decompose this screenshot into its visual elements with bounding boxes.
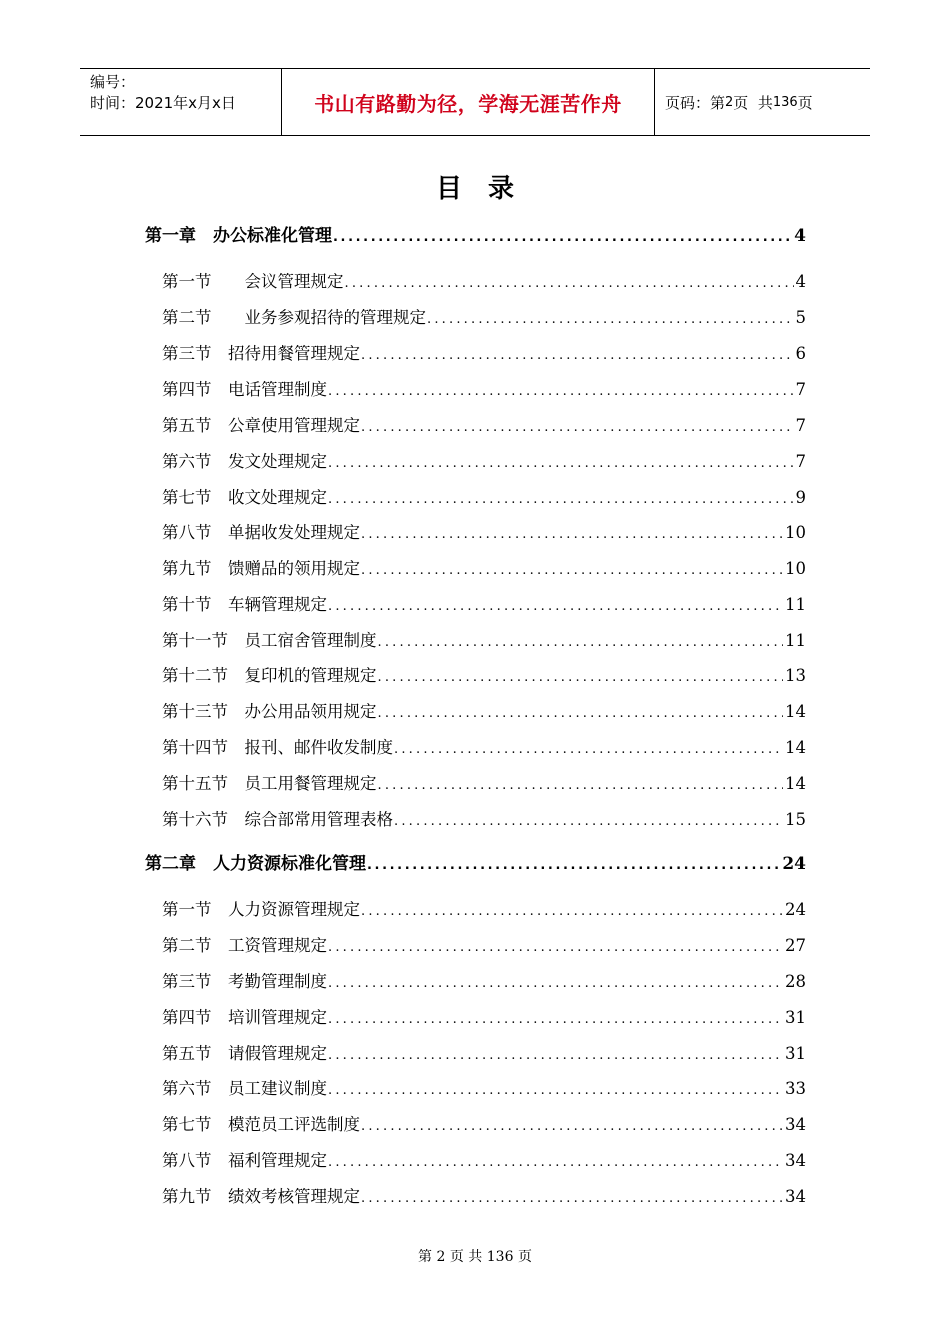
toc-entry-page: 7 (795, 416, 806, 435)
toc-entry-page: 10 (785, 559, 806, 578)
toc-section-entry[interactable] (162, 700, 806, 724)
footer-current: 2 (436, 1249, 446, 1265)
toc-entry-label: 第九节 馈赠品的领用规定 (162, 559, 360, 578)
toc-dot-leader (377, 631, 784, 655)
toc-section-entry[interactable] (162, 306, 806, 330)
toc-dot-leader (360, 900, 783, 924)
toc-entry-page: 24 (782, 854, 806, 874)
toc-entry-page: 27 (785, 936, 806, 955)
toc-entry-label: 第四节 培训管理规定 (162, 1008, 327, 1027)
toc-dot-leader (366, 854, 780, 878)
toc-entry-page: 7 (795, 380, 806, 399)
toc-entry-label: 第十节 车辆管理规定 (162, 595, 327, 614)
toc-entry-page: 7 (795, 452, 806, 471)
code-label: 编号： (90, 73, 136, 91)
toc-entry-label: 第八节 单据收发处理规定 (162, 523, 360, 542)
toc-entry-page: 31 (785, 1044, 806, 1063)
toc-dot-leader (393, 810, 783, 834)
toc-entry-label: 第十二节 复印机的管理规定 (162, 666, 377, 685)
toc-section-entry[interactable] (162, 486, 806, 510)
toc-entry-label: 第十四节 报刊、邮件收发制度 (162, 738, 393, 757)
toc-dot-leader (327, 1044, 783, 1068)
toc-entry-page: 31 (785, 1008, 806, 1027)
toc-section-entry[interactable] (162, 557, 806, 581)
toc-entry-label: 第二章 人力资源标准化管理 (145, 854, 366, 874)
toc-entry-label: 第一节 人力资源管理规定 (162, 900, 360, 919)
header-meta-cell (80, 69, 282, 135)
toc-dot-leader (377, 666, 784, 690)
toc-entry-page: 24 (785, 900, 806, 919)
toc-entry-page: 6 (795, 344, 806, 363)
toc-section-entry[interactable] (162, 1149, 806, 1173)
toc-section-entry[interactable] (162, 1042, 806, 1066)
toc-dot-leader (377, 774, 784, 798)
toc-entry-page: 11 (785, 631, 806, 650)
toc-section-entry[interactable] (162, 1077, 806, 1101)
toc-dot-leader (377, 702, 784, 726)
toc-section-entry[interactable] (162, 1113, 806, 1137)
toc-dot-leader (360, 523, 783, 547)
toc-section-entry[interactable] (162, 593, 806, 617)
page-footer (0, 1246, 950, 1266)
toc-entry-page: 14 (785, 738, 806, 757)
toc-dot-leader (327, 1079, 783, 1103)
toc-entry-page: 34 (785, 1115, 806, 1134)
toc-entry-label: 第三节 考勤管理制度 (162, 972, 327, 991)
toc-dot-leader (332, 226, 792, 250)
toc-entry-page: 13 (785, 666, 806, 685)
toc-entry-label: 第一章 办公标准化管理 (145, 226, 332, 246)
page-info-current: 2 (725, 94, 734, 110)
toc-dot-leader (327, 380, 794, 404)
toc-section-entry[interactable] (162, 1185, 806, 1209)
toc-entry-page: 5 (795, 308, 806, 327)
toc-dot-leader (327, 1008, 783, 1032)
document-header (80, 68, 870, 136)
footer-total: 136 (486, 1249, 514, 1265)
toc-entry-label: 第四节 电话管理制度 (162, 380, 327, 399)
toc-entry-page: 9 (795, 488, 806, 507)
toc-section-entry[interactable] (162, 629, 806, 653)
toc-section-entry[interactable] (162, 970, 806, 994)
toc-entry-page: 34 (785, 1187, 806, 1206)
toc-section-entry[interactable] (162, 664, 806, 688)
toc-section-entry[interactable] (162, 1006, 806, 1030)
toc-dot-leader (327, 488, 794, 512)
toc-entry-page: 4 (794, 226, 806, 246)
page-info-total: 136 (772, 94, 798, 110)
toc-section-entry[interactable] (162, 342, 806, 366)
toc-section-entry[interactable] (162, 736, 806, 760)
toc-entry-label: 第七节 收文处理规定 (162, 488, 327, 507)
toc-entry-label: 第十五节 员工用餐管理规定 (162, 774, 377, 793)
toc-section-entry[interactable] (162, 450, 806, 474)
toc-entry-page: 15 (785, 810, 806, 829)
toc-dot-leader (344, 272, 794, 296)
toc-entry-page: 4 (795, 272, 806, 291)
toc-entry-label: 第八节 福利管理规定 (162, 1151, 327, 1170)
toc-dot-leader (327, 936, 783, 960)
toc-entry-label: 第十六节 综合部常用管理表格 (162, 810, 393, 829)
toc-entry-label: 第六节 员工建议制度 (162, 1079, 327, 1098)
toc-dot-leader (393, 738, 783, 762)
toc-section-entry[interactable] (162, 934, 806, 958)
toc-section-entry[interactable] (162, 808, 806, 832)
toc-chapter-entry[interactable] (145, 852, 806, 876)
toc-section-entry[interactable] (162, 378, 806, 402)
toc-section-entry[interactable] (162, 521, 806, 545)
page-info-middle: 页 共 (733, 93, 773, 112)
toc-dot-leader (360, 344, 794, 368)
page-info-prefix: 页码：第 (665, 93, 726, 112)
toc-chapter-entry[interactable] (145, 224, 806, 248)
footer-suffix: 页 (517, 1249, 532, 1265)
toc-dot-leader (426, 308, 794, 332)
page-title: 目录 (435, 174, 540, 204)
toc-entry-page: 28 (785, 972, 806, 991)
toc-entry-label: 第六节 发文处理规定 (162, 452, 327, 471)
toc-dot-leader (327, 972, 783, 996)
toc-entry-page: 14 (785, 774, 806, 793)
toc-section-entry[interactable] (162, 772, 806, 796)
page-info-suffix: 页 (797, 93, 813, 112)
toc-dot-leader (360, 559, 783, 583)
toc-entry-label: 第五节 请假管理规定 (162, 1044, 327, 1063)
toc-entry-page: 34 (785, 1151, 806, 1170)
header-page-cell (655, 69, 870, 135)
toc-entry-page: 11 (785, 595, 806, 614)
toc-dot-leader (327, 452, 794, 476)
toc-entry-label: 第九节 绩效考核管理规定 (162, 1187, 360, 1206)
motto-text: 书山有路勤为径，学海无涯苦作舟 (314, 91, 622, 116)
toc-entry-label: 第二节 工资管理规定 (162, 936, 327, 955)
toc-dot-leader (360, 416, 794, 440)
toc-dot-leader (327, 595, 783, 619)
toc-entry-label: 第七节 模范员工评选制度 (162, 1115, 360, 1134)
toc-dot-leader (327, 1151, 783, 1175)
toc-dot-leader (360, 1115, 783, 1139)
footer-prefix: 第 (418, 1249, 433, 1265)
toc-entry-label: 第十一节 员工宿舍管理制度 (162, 631, 377, 650)
toc-entry-label: 第三节 招待用餐管理规定 (162, 344, 360, 363)
toc-entry-label: 第五节 公章使用管理规定 (162, 416, 360, 435)
toc-section-entry[interactable] (162, 270, 806, 294)
toc-entry-label: 第二节 业务参观招待的管理规定 (162, 308, 426, 327)
toc-entry-page: 33 (785, 1079, 806, 1098)
footer-middle: 页 共 (449, 1249, 483, 1265)
toc-entry-label: 第一节 会议管理规定 (162, 272, 344, 291)
header-motto-cell (282, 69, 655, 135)
toc-entry-page: 14 (785, 702, 806, 721)
toc-dot-leader (360, 1187, 783, 1211)
time-label: 时间：2021年x月x日 (90, 94, 236, 112)
toc-entry-page: 10 (785, 523, 806, 542)
toc-entry-label: 第十三节 办公用品领用规定 (162, 702, 377, 721)
toc-section-entry[interactable] (162, 898, 806, 922)
toc-section-entry[interactable] (162, 414, 806, 438)
